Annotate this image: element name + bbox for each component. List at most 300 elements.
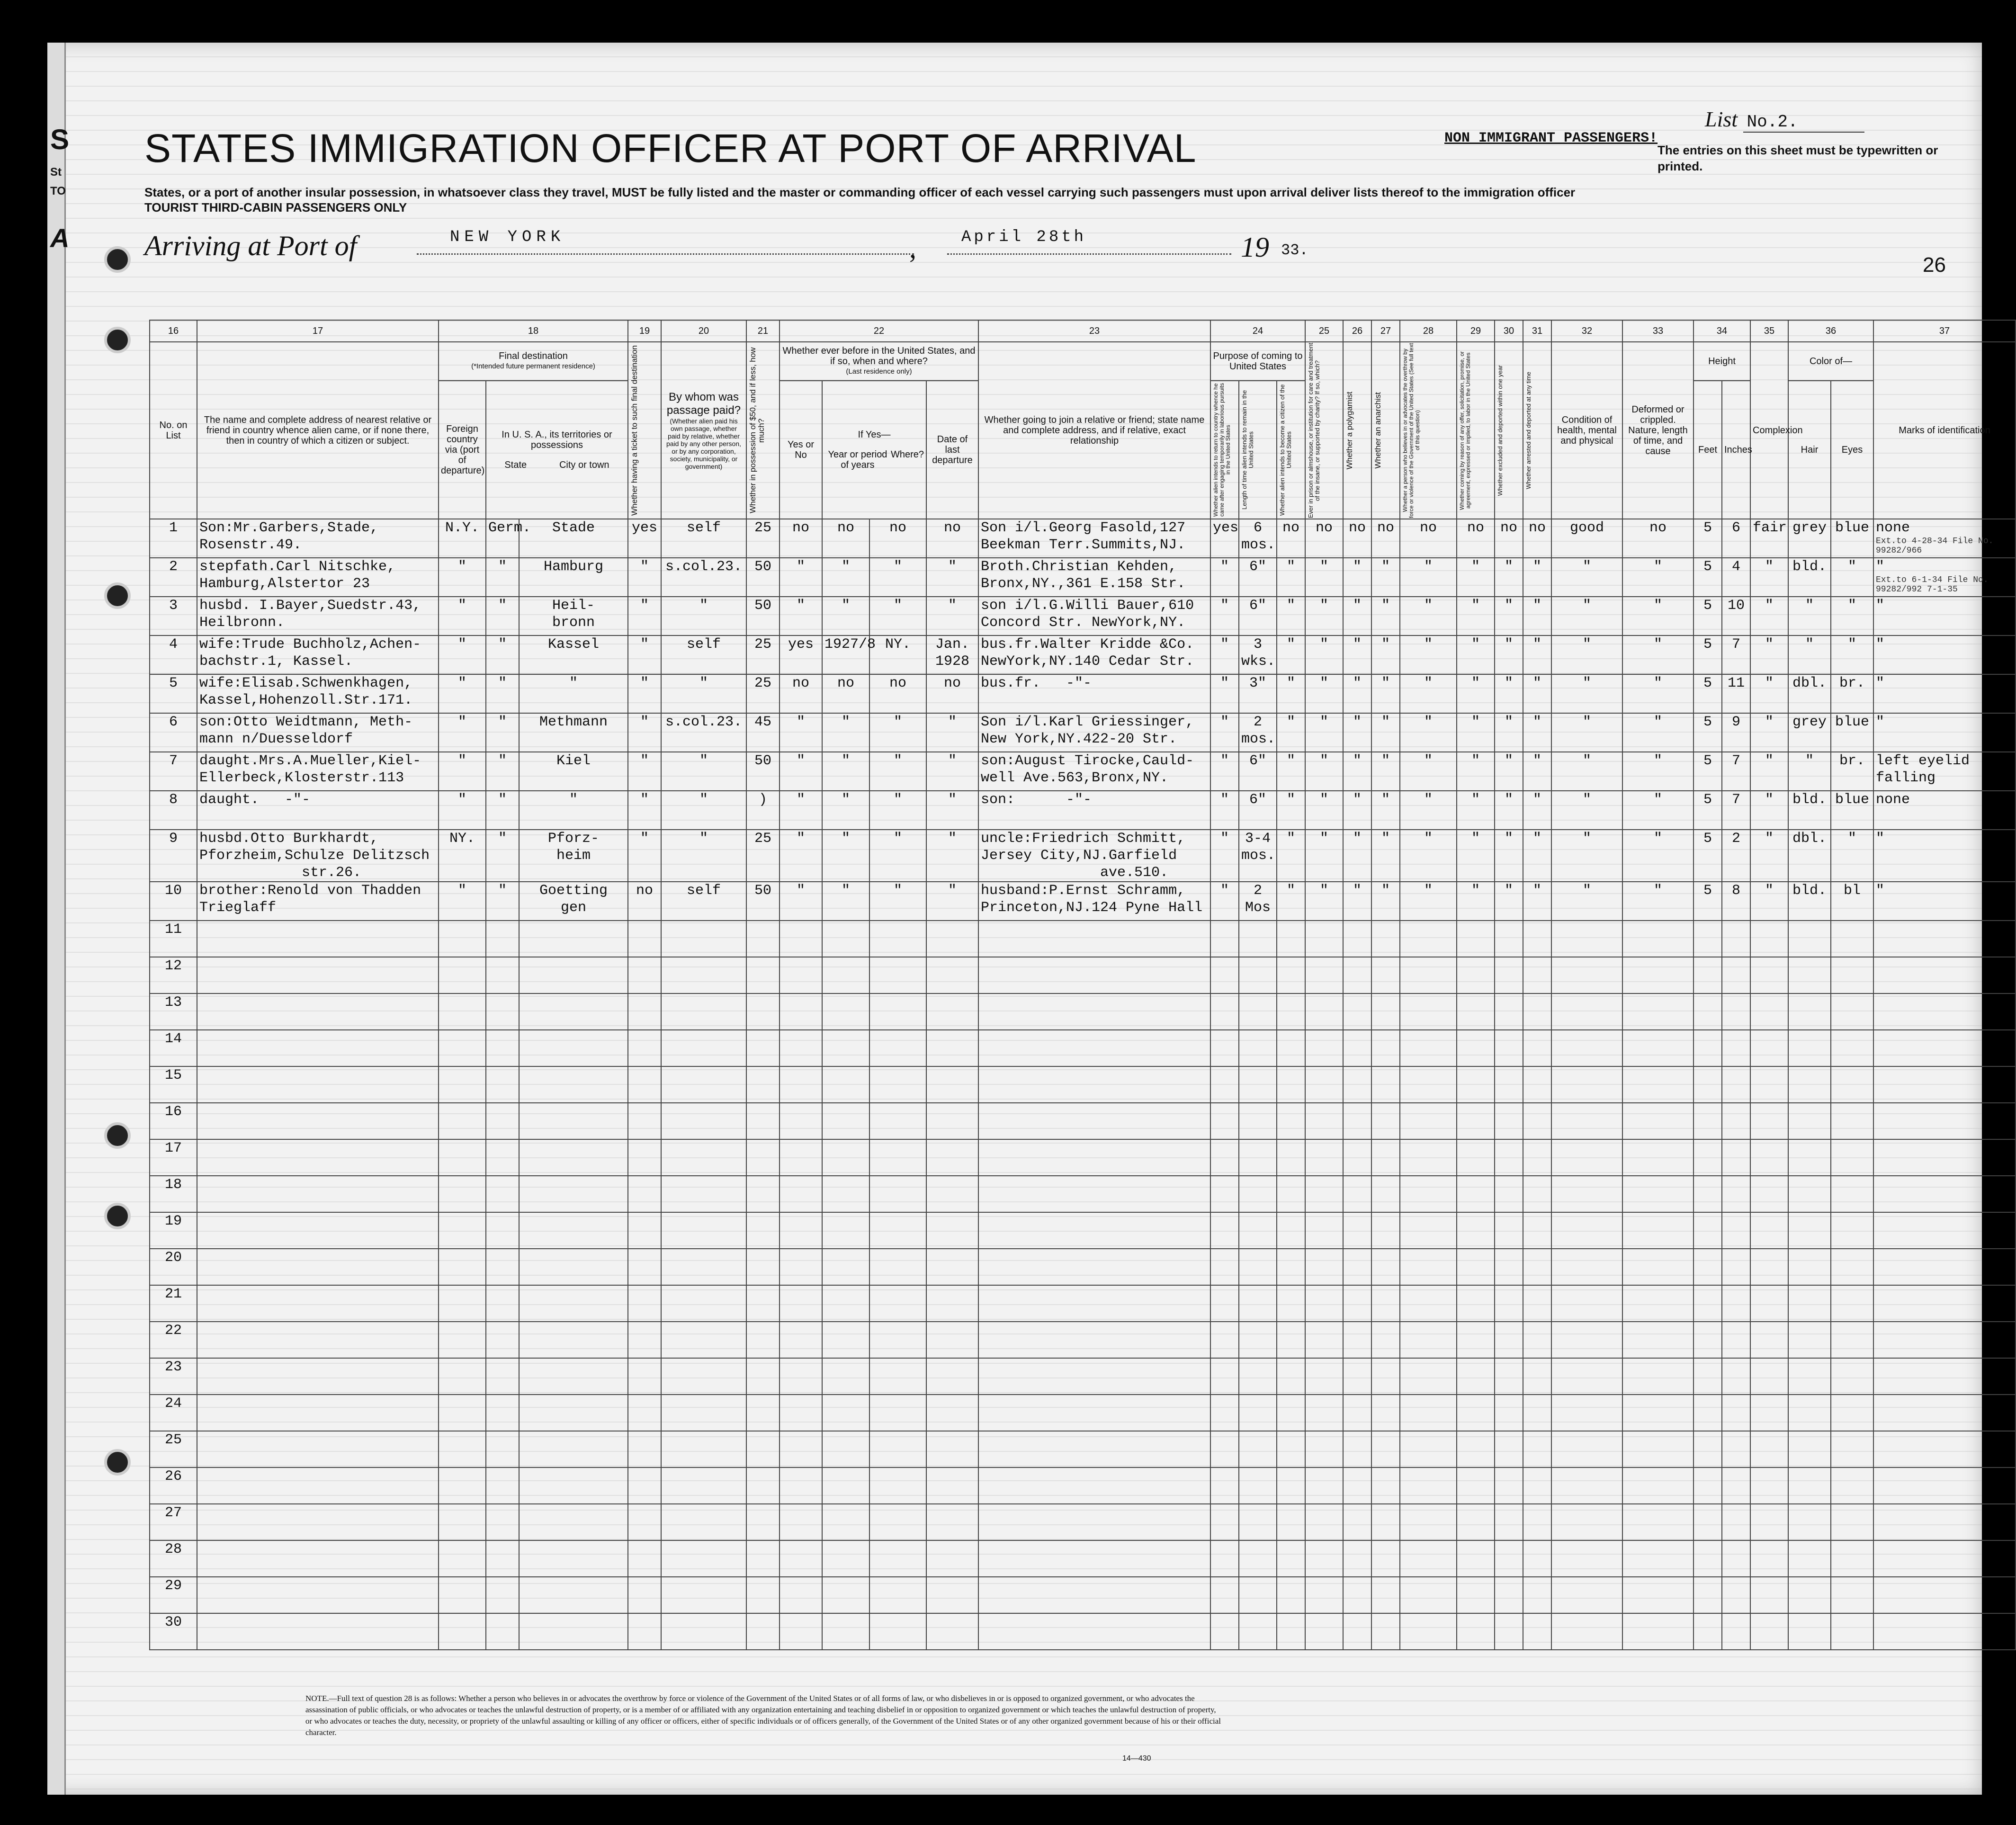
empty-cell — [1210, 1139, 1239, 1176]
cell-date: Jan. 1928 — [926, 635, 978, 674]
empty-cell — [1551, 1395, 1622, 1431]
empty-cell — [1277, 1431, 1305, 1467]
header-hair: Hair — [1788, 381, 1831, 519]
empty-cell — [1750, 1103, 1788, 1139]
cell-yes-no: " — [780, 558, 822, 597]
header-q28 — [1400, 342, 1457, 519]
empty-cell — [822, 1322, 869, 1358]
empty-cell — [1305, 1249, 1343, 1285]
empty-cell — [1831, 1285, 1873, 1322]
subtitle-line: TOURIST THIRD-CABIN PASSENGERS ONLY — [144, 200, 407, 215]
cell-prison: " — [1305, 674, 1343, 713]
empty-cell — [1873, 1613, 2016, 1650]
empty-cell — [1210, 1030, 1239, 1066]
empty-cell — [519, 957, 628, 993]
cell-prison: " — [1305, 791, 1343, 830]
cell-date: " — [926, 752, 978, 791]
empty-cell — [1457, 1467, 1495, 1504]
row-number: 6 — [150, 713, 197, 752]
column-number: 23 — [978, 320, 1210, 342]
empty-cell — [1210, 1285, 1239, 1322]
cell-relative: wife:Elisab.Schwenkhagen, Kassel,Hohenzoll.Str.171. — [197, 674, 439, 713]
column-number: 34 — [1693, 320, 1750, 342]
cell-prison: " — [1305, 752, 1343, 791]
empty-cell — [1495, 1540, 1523, 1577]
empty-cell — [628, 993, 661, 1030]
cell-marks: " Ext.to 6-1-34 File No. 99282/992 7-1-35 — [1873, 558, 2016, 597]
cell-city: Kassel — [519, 635, 628, 674]
empty-row — [150, 1613, 2016, 1650]
cell-q30: " — [1495, 882, 1523, 921]
empty-cell — [746, 1540, 780, 1577]
cell-deformed: " — [1622, 674, 1693, 713]
cell-p-return: yes — [1210, 519, 1239, 558]
empty-cell — [1622, 1467, 1693, 1504]
empty-cell — [1750, 921, 1788, 957]
q31-label: Whether arrested and deported at any time — [1525, 372, 1532, 489]
list-value: No.2. — [1743, 112, 1864, 133]
empty-cell — [1305, 1212, 1343, 1249]
empty-cell — [1551, 1613, 1622, 1650]
cell-feet: 5 — [1693, 558, 1722, 597]
header-health: Condition of health, mental and physical — [1551, 342, 1622, 519]
empty-cell — [197, 1358, 439, 1395]
row-number: 2 — [150, 558, 197, 597]
empty-cell — [780, 1395, 822, 1431]
empty-cell — [1495, 1467, 1523, 1504]
empty-cell — [780, 1066, 822, 1103]
arriving-label: Arriving at Port of — [144, 230, 357, 261]
empty-cell — [1371, 1431, 1400, 1467]
empty-cell — [197, 1249, 439, 1285]
empty-cell — [661, 1285, 746, 1322]
empty-cell — [1873, 1540, 2016, 1577]
empty-cell — [519, 1103, 628, 1139]
header-no-on-list: No. on List — [150, 342, 197, 519]
empty-cell — [1873, 1176, 2016, 1212]
empty-cell — [1277, 921, 1305, 957]
cell-polygamist: " — [1343, 882, 1371, 921]
empty-cell — [1722, 993, 1750, 1030]
empty-cell — [1457, 1358, 1495, 1395]
empty-cell — [1277, 993, 1305, 1030]
cell-hair: " — [1788, 635, 1831, 674]
header-anarchist — [1371, 342, 1400, 519]
empty-cell — [746, 921, 780, 957]
empty-cell — [1622, 1322, 1693, 1358]
cell-health: " — [1551, 882, 1622, 921]
empty-cell — [486, 1139, 519, 1176]
cell-complexion: " — [1750, 713, 1788, 752]
cell-eyes: bl — [1831, 882, 1873, 921]
cell-p-citizen: " — [1277, 635, 1305, 674]
table-row — [150, 713, 2016, 752]
cell-relative: son:Otto Weidtmann, Meth- mann n/Duesseldorf — [197, 713, 439, 752]
cell-where: " — [869, 791, 926, 830]
empty-cell — [1693, 993, 1722, 1030]
cell-inches: 7 — [1722, 791, 1750, 830]
cell-state: Germ. — [486, 519, 519, 558]
cell-prison: " — [1305, 558, 1343, 597]
cell-polygamist: no — [1343, 519, 1371, 558]
cell-deformed: " — [1622, 830, 1693, 882]
header-polygamist — [1343, 342, 1371, 519]
empty-cell — [978, 1358, 1210, 1395]
empty-cell — [1873, 1395, 2016, 1431]
cell-deformed: " — [1622, 791, 1693, 830]
intends-citizen-label: Whether alien intends to become a citizen of the United States — [1279, 384, 1292, 516]
column-number: 29 — [1457, 320, 1495, 342]
empty-cell — [746, 1139, 780, 1176]
empty-cell — [822, 1431, 869, 1467]
empty-cell — [1523, 921, 1551, 957]
cell-p-return: " — [1210, 713, 1239, 752]
empty-cell — [1750, 993, 1788, 1030]
empty-cell — [1551, 1139, 1622, 1176]
empty-cell — [1523, 1577, 1551, 1613]
cell-anarchist: " — [1371, 752, 1400, 791]
empty-cell — [661, 1212, 746, 1249]
cell-p-citizen: " — [1277, 674, 1305, 713]
entries-note: The entries on this sheet must be typewritten or printed. — [1658, 143, 1938, 173]
empty-cell — [1551, 1467, 1622, 1504]
empty-cell — [1831, 1358, 1873, 1395]
cell-p-length: 2 Mos — [1239, 882, 1277, 921]
cell-q30: " — [1495, 830, 1523, 882]
empty-cell — [1722, 1249, 1750, 1285]
empty-cell — [1400, 1395, 1457, 1431]
empty-cell — [1523, 1103, 1551, 1139]
cell-money: 50 — [746, 882, 780, 921]
empty-cell — [1495, 921, 1523, 957]
cell-q29: no — [1457, 519, 1495, 558]
row-number: 27 — [150, 1504, 197, 1540]
empty-cell — [1495, 1139, 1523, 1176]
cell-relative: husbd.Otto Burkhardt, Pforzheim,Schulze Delitzsch str.26. — [197, 830, 439, 882]
empty-cell — [661, 1467, 746, 1504]
empty-cell — [486, 1066, 519, 1103]
empty-cell — [822, 1066, 869, 1103]
empty-cell — [1750, 1285, 1788, 1322]
empty-cell — [1400, 1030, 1457, 1066]
column-header-row — [150, 342, 2016, 381]
empty-cell — [1523, 1467, 1551, 1504]
column-number: 21 — [746, 320, 780, 342]
empty-cell — [1523, 1139, 1551, 1176]
row-number: 5 — [150, 674, 197, 713]
empty-cell — [1831, 1249, 1873, 1285]
cell-yes-no: no — [780, 519, 822, 558]
cell-q30: " — [1495, 791, 1523, 830]
cell-city: " — [519, 791, 628, 830]
empty-cell — [1305, 1103, 1343, 1139]
empty-cell — [439, 1103, 486, 1139]
cell-passage: self — [661, 519, 746, 558]
empty-cell — [1750, 1577, 1788, 1613]
row-number: 10 — [150, 882, 197, 921]
empty-cell — [1693, 1249, 1722, 1285]
empty-cell — [780, 993, 822, 1030]
empty-cell — [486, 1613, 519, 1650]
cell-polygamist: " — [1343, 635, 1371, 674]
empty-cell — [1277, 957, 1305, 993]
cell-feet: 5 — [1693, 830, 1722, 882]
cell-q31: " — [1523, 674, 1551, 713]
cell-yes-no: " — [780, 597, 822, 635]
empty-cell — [822, 1285, 869, 1322]
empty-cell — [926, 1066, 978, 1103]
empty-cell — [1693, 1431, 1722, 1467]
empty-cell — [439, 1431, 486, 1467]
cell-feet: 5 — [1693, 519, 1722, 558]
empty-cell — [1371, 1322, 1400, 1358]
empty-cell — [1873, 1577, 2016, 1613]
empty-cell — [822, 993, 869, 1030]
cell-eyes: " — [1831, 635, 1873, 674]
empty-cell — [1788, 1030, 1831, 1066]
empty-cell — [486, 1322, 519, 1358]
empty-cell — [1693, 957, 1722, 993]
empty-cell — [1400, 1613, 1457, 1650]
empty-cell — [486, 1358, 519, 1395]
empty-cell — [869, 1176, 926, 1212]
empty-cell — [1788, 1249, 1831, 1285]
cell-hair: bld. — [1788, 791, 1831, 830]
empty-cell — [1523, 1285, 1551, 1322]
empty-cell — [519, 1139, 628, 1176]
empty-cell — [486, 1504, 519, 1540]
empty-cell — [1210, 1395, 1239, 1431]
cell-complexion: " — [1750, 635, 1788, 674]
cell-q31: " — [1523, 635, 1551, 674]
cell-where: no — [869, 674, 926, 713]
empty-cell — [1457, 1395, 1495, 1431]
cell-health: " — [1551, 674, 1622, 713]
cell-joining: son i/l.G.Willi Bauer,610 Concord Str. NewYork,NY. — [978, 597, 1210, 635]
empty-cell — [628, 1103, 661, 1139]
cell-health: " — [1551, 713, 1622, 752]
empty-cell — [1693, 1176, 1722, 1212]
empty-cell — [661, 1030, 746, 1066]
empty-cell — [1400, 957, 1457, 993]
empty-cell — [519, 1249, 628, 1285]
empty-cell — [1788, 1358, 1831, 1395]
empty-cell — [869, 1249, 926, 1285]
empty-cell — [780, 1285, 822, 1322]
empty-cell — [1523, 1504, 1551, 1540]
empty-cell — [1495, 1395, 1523, 1431]
cell-foreign: " — [439, 558, 486, 597]
empty-cell — [1622, 1577, 1693, 1613]
cell-q30: " — [1495, 713, 1523, 752]
empty-cell — [1873, 1103, 2016, 1139]
empty-cell — [1343, 1504, 1371, 1540]
table-row — [150, 558, 2016, 597]
empty-cell — [1831, 1395, 1873, 1431]
empty-cell — [1722, 1139, 1750, 1176]
ticket-label: Whether having a ticket to such final destination — [630, 345, 639, 516]
cell-deformed: " — [1622, 713, 1693, 752]
empty-cell — [1788, 1577, 1831, 1613]
port-underline — [417, 253, 914, 255]
cell-money: 25 — [746, 830, 780, 882]
empty-cell — [197, 1285, 439, 1322]
empty-cell — [519, 1322, 628, 1358]
year-prefix: 19 — [1241, 232, 1269, 263]
cell-polygamist: " — [1343, 752, 1371, 791]
column-number: 32 — [1551, 320, 1622, 342]
empty-cell — [1722, 1613, 1750, 1650]
table-row — [150, 597, 2016, 635]
empty-cell — [780, 957, 822, 993]
empty-cell — [780, 1249, 822, 1285]
empty-cell — [1788, 1431, 1831, 1467]
cell-foreign: " — [439, 882, 486, 921]
table-row — [150, 882, 2016, 921]
empty-cell — [1693, 1613, 1722, 1650]
row-number: 26 — [150, 1467, 197, 1504]
empty-cell — [869, 921, 926, 957]
cell-p-length: 6" — [1239, 752, 1277, 791]
cell-year: " — [822, 597, 869, 635]
empty-cell — [926, 921, 978, 957]
empty-cell — [1305, 993, 1343, 1030]
empty-cell — [486, 1577, 519, 1613]
header-length-stay — [1239, 381, 1277, 519]
cell-complexion: " — [1750, 674, 1788, 713]
empty-cell — [822, 921, 869, 957]
empty-cell — [1305, 1504, 1343, 1540]
empty-cell — [978, 1322, 1210, 1358]
cell-money: 50 — [746, 558, 780, 597]
header-foreign-country: Foreign country via (port of departure) — [439, 381, 486, 519]
row-number: 8 — [150, 791, 197, 830]
empty-cell — [1277, 1322, 1305, 1358]
row-number: 17 — [150, 1139, 197, 1176]
empty-cell — [661, 1176, 746, 1212]
date-underline — [947, 253, 1231, 255]
cell-eyes: " — [1831, 830, 1873, 882]
cell-p-return: " — [1210, 752, 1239, 791]
cell-q30: " — [1495, 674, 1523, 713]
cell-ticket: " — [628, 635, 661, 674]
empty-cell — [1622, 1540, 1693, 1577]
empty-cell — [869, 1358, 926, 1395]
header-intends-citizen — [1277, 381, 1305, 519]
cell-anarchist: " — [1371, 635, 1400, 674]
cell-passage: s.col.23. — [661, 713, 746, 752]
cell-ticket: " — [628, 713, 661, 752]
empty-cell — [1239, 1103, 1277, 1139]
page-title: STATES IMMIGRATION OFFICER AT PORT OF ARRIVAL — [144, 126, 1197, 170]
cell-q29: " — [1457, 752, 1495, 791]
header-if-yes — [822, 381, 926, 519]
empty-cell — [1551, 921, 1622, 957]
row-number: 16 — [150, 1103, 197, 1139]
binder-hole — [104, 1449, 131, 1476]
empty-cell — [1523, 1431, 1551, 1467]
empty-cell — [869, 1504, 926, 1540]
empty-cell — [1305, 1066, 1343, 1103]
empty-row — [150, 1322, 2016, 1358]
empty-cell — [926, 957, 978, 993]
empty-cell — [1210, 1577, 1239, 1613]
column-number: 30 — [1495, 320, 1523, 342]
header-q29 — [1457, 342, 1495, 519]
cell-p-length: 6" — [1239, 597, 1277, 635]
cell-where: " — [869, 558, 926, 597]
cell-complexion: " — [1750, 558, 1788, 597]
cell-anarchist: " — [1371, 674, 1400, 713]
empty-cell — [926, 1212, 978, 1249]
empty-cell — [1371, 1540, 1400, 1577]
cell-state: " — [486, 752, 519, 791]
empty-cell — [1722, 1212, 1750, 1249]
empty-cell — [628, 1066, 661, 1103]
empty-cell — [1239, 1431, 1277, 1467]
empty-cell — [978, 1431, 1210, 1467]
empty-cell — [1750, 1431, 1788, 1467]
empty-cell — [1722, 1431, 1750, 1467]
empty-cell — [1239, 993, 1277, 1030]
row-number: 13 — [150, 993, 197, 1030]
empty-cell — [1495, 1030, 1523, 1066]
table-row — [150, 791, 2016, 830]
cell-p-return: " — [1210, 882, 1239, 921]
cell-where: no — [869, 519, 926, 558]
empty-cell — [1210, 1504, 1239, 1540]
empty-cell — [661, 1431, 746, 1467]
empty-row — [150, 1467, 2016, 1504]
empty-cell — [1722, 1395, 1750, 1431]
cell-foreign: " — [439, 791, 486, 830]
row-number: 25 — [150, 1431, 197, 1467]
cell-health: " — [1551, 597, 1622, 635]
empty-cell — [1622, 1030, 1693, 1066]
empty-cell — [197, 1176, 439, 1212]
stub-letter: St — [50, 166, 62, 179]
where-label: Where? — [890, 449, 924, 460]
table-row — [150, 830, 2016, 882]
empty-cell — [780, 1613, 822, 1650]
cell-p-citizen: " — [1277, 752, 1305, 791]
cell-ticket: " — [628, 558, 661, 597]
cell-q30: " — [1495, 597, 1523, 635]
row-number: 15 — [150, 1066, 197, 1103]
column-number: 27 — [1371, 320, 1400, 342]
row-annotation: Ext.to 4-28-34 File No. 99282/966 — [1876, 537, 1994, 555]
empty-cell — [1750, 1395, 1788, 1431]
empty-cell — [869, 1322, 926, 1358]
empty-cell — [1551, 1176, 1622, 1212]
cell-inches: 11 — [1722, 674, 1750, 713]
empty-cell — [1400, 1577, 1457, 1613]
empty-cell — [1210, 1540, 1239, 1577]
header-purpose: Purpose of coming to United States — [1210, 342, 1305, 381]
cell-hair: " — [1788, 597, 1831, 635]
cell-foreign: " — [439, 713, 486, 752]
empty-cell — [1277, 1212, 1305, 1249]
empty-cell — [1371, 1285, 1400, 1322]
cell-yes-no: " — [780, 713, 822, 752]
cell-yes-no: " — [780, 791, 822, 830]
empty-cell — [1693, 1212, 1722, 1249]
empty-cell — [1750, 1504, 1788, 1540]
cell-q31: no — [1523, 519, 1551, 558]
column-number: 19 — [628, 320, 661, 342]
empty-cell — [439, 1176, 486, 1212]
cell-where: " — [869, 713, 926, 752]
